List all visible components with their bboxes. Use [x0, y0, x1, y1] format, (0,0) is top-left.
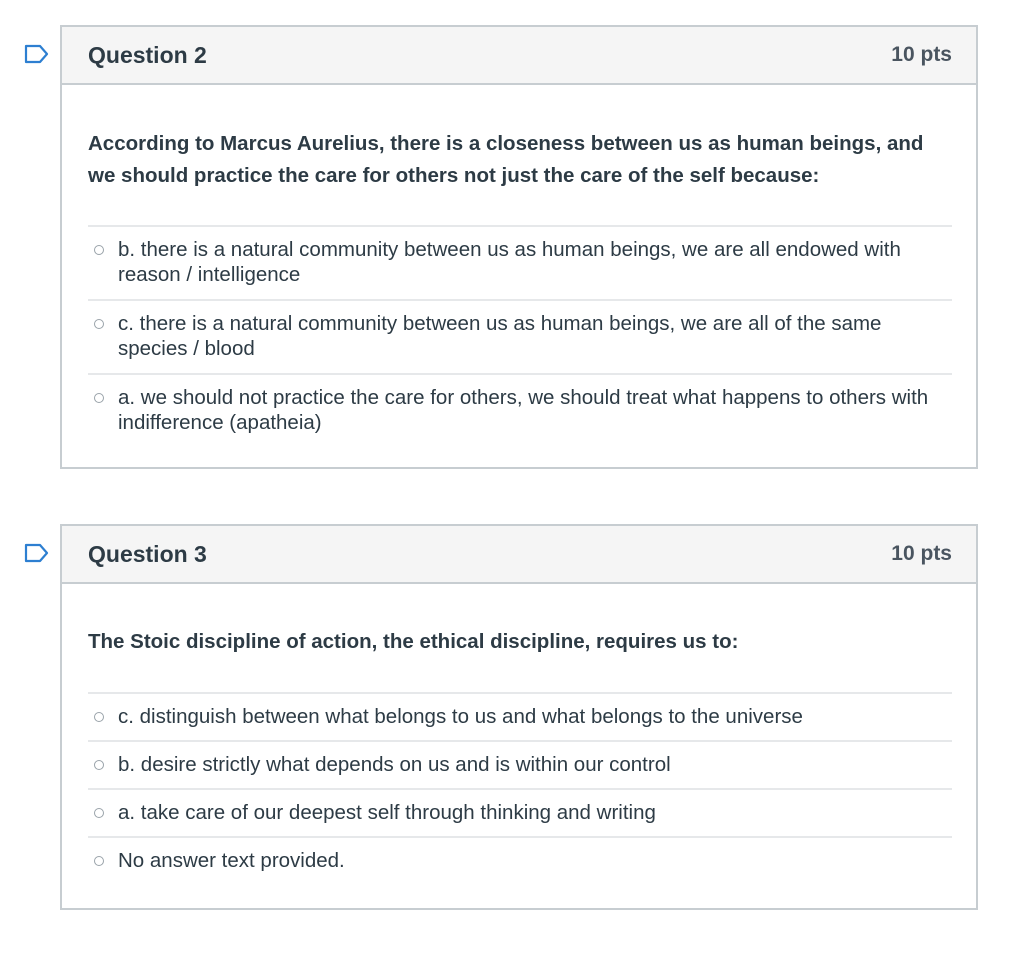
flag-question-icon[interactable] — [24, 543, 50, 563]
answer-option[interactable] — [88, 742, 952, 790]
answer-option[interactable] — [88, 694, 952, 742]
answer-option[interactable] — [88, 227, 952, 301]
question-card — [60, 524, 978, 910]
answer-label[interactable]: c. there is a natural community between us as human beings, we are all of the same species / blood — [118, 312, 882, 360]
answer-label[interactable]: b. desire strictly what depends on us and is within our control — [118, 753, 671, 776]
radio-button[interactable] — [94, 245, 104, 255]
question-title: Question 3 — [88, 540, 207, 567]
question-header — [62, 27, 976, 85]
question-points: 10 pts — [891, 43, 952, 66]
answer-list — [88, 225, 952, 447]
answer-option[interactable] — [88, 375, 952, 447]
question-body — [62, 584, 976, 884]
radio-button[interactable] — [94, 319, 104, 329]
answer-label[interactable]: b. there is a natural community between us as human beings, we are all endowed with reason / intelligence — [118, 238, 901, 286]
answer-label[interactable]: a. take care of our deepest self through thinking and writing — [118, 801, 656, 824]
radio-button[interactable] — [94, 760, 104, 770]
flag-question-icon[interactable] — [24, 44, 50, 64]
answer-label[interactable]: a. we should not practice the care for others, we should treat what happens to others with indifference (apatheia) — [118, 386, 929, 434]
question-text: The Stoic discipline of action, the ethical discipline, requires us to: — [88, 630, 739, 653]
answer-option[interactable] — [88, 301, 952, 375]
radio-button[interactable] — [94, 856, 104, 866]
question-points: 10 pts — [891, 542, 952, 565]
answer-label[interactable]: No answer text provided. — [118, 849, 345, 872]
answer-list — [88, 692, 952, 884]
radio-button[interactable] — [94, 808, 104, 818]
question-title: Question 2 — [88, 41, 207, 68]
question-header — [62, 526, 976, 584]
radio-button[interactable] — [94, 712, 104, 722]
radio-button[interactable] — [94, 393, 104, 403]
question-body — [62, 85, 976, 447]
answer-option[interactable] — [88, 790, 952, 838]
answer-option[interactable] — [88, 838, 952, 884]
question-text: According to Marcus Aurelius, there is a closeness between us as human beings, and we should practice the care for others not just the care of the self because: — [88, 132, 924, 187]
answer-label[interactable]: c. distinguish between what belongs to us and what belongs to the universe — [118, 705, 803, 728]
question-card — [60, 25, 978, 469]
